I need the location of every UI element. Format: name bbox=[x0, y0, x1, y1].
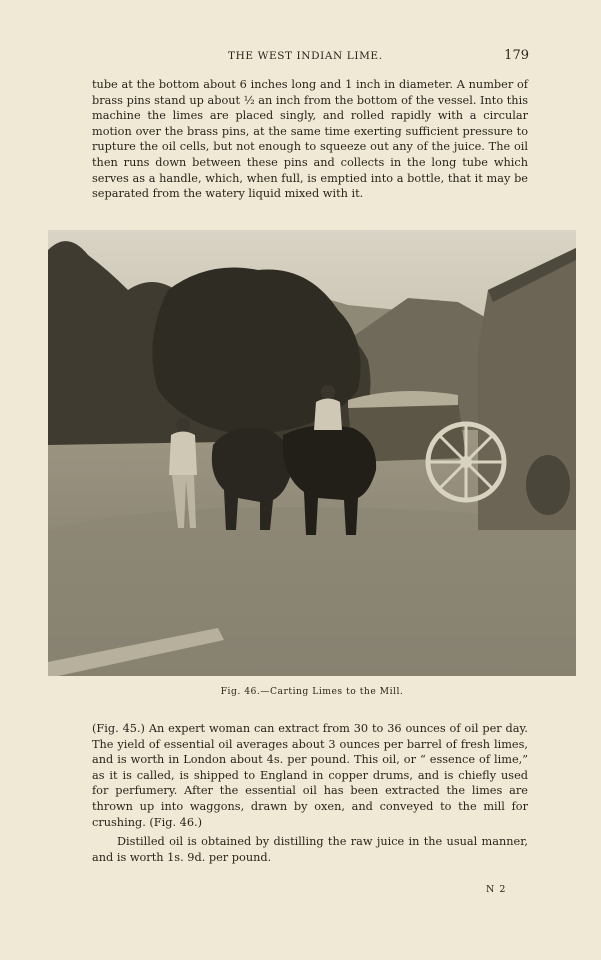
figure-caption: Fig. 46.—Carting Limes to the Mill. bbox=[220, 686, 404, 697]
paragraph-2: (Fig. 45.) An expert woman can extract from 30 to 36 ounces of oil per day. The yield of essential oil averages about 3 ounces per barrel of fresh limes, and is worth in London about 4s. per pound. This oil, or “ essence of lime,” as it is called, is shipped to England in copper drums, and is chiefly used for perfumery. After the essential oil has been extracted the limes are thrown up into waggons, drawn by oxen, and conveyed to the mill for crushing. (Fig. 46.) bbox=[92, 722, 528, 829]
running-head bbox=[92, 50, 529, 66]
paragraph-3: Distilled oil is obtained by distilling the raw juice in the usual manner, and is worth 1s. 9d. per pound. bbox=[92, 835, 528, 864]
paragraph-1: tube at the bottom about 6 inches long and 1 inch in diameter. A number of brass pins stand up about ½ an inch from the bottom of the vessel. Into this machine the limes are placed singly, and rolled rapidly with a circular motion over the brass pins, at the same time exerting sufficient pressure to rupture the oil cells, but not enough to squeeze out any of the juice. The oil then runs down between these pins and collects in the long tube which serves as a handle, which, when full, is emptied into a bottle, that it may be separated from the watery liquid mixed with it. bbox=[92, 78, 528, 201]
figure-photograph bbox=[48, 230, 576, 676]
carting-limes-photo bbox=[48, 230, 576, 676]
page-number: 179 bbox=[504, 48, 529, 63]
signature-mark: N 2 bbox=[486, 884, 507, 895]
running-title: THE WEST INDIAN LIME. bbox=[228, 50, 383, 62]
